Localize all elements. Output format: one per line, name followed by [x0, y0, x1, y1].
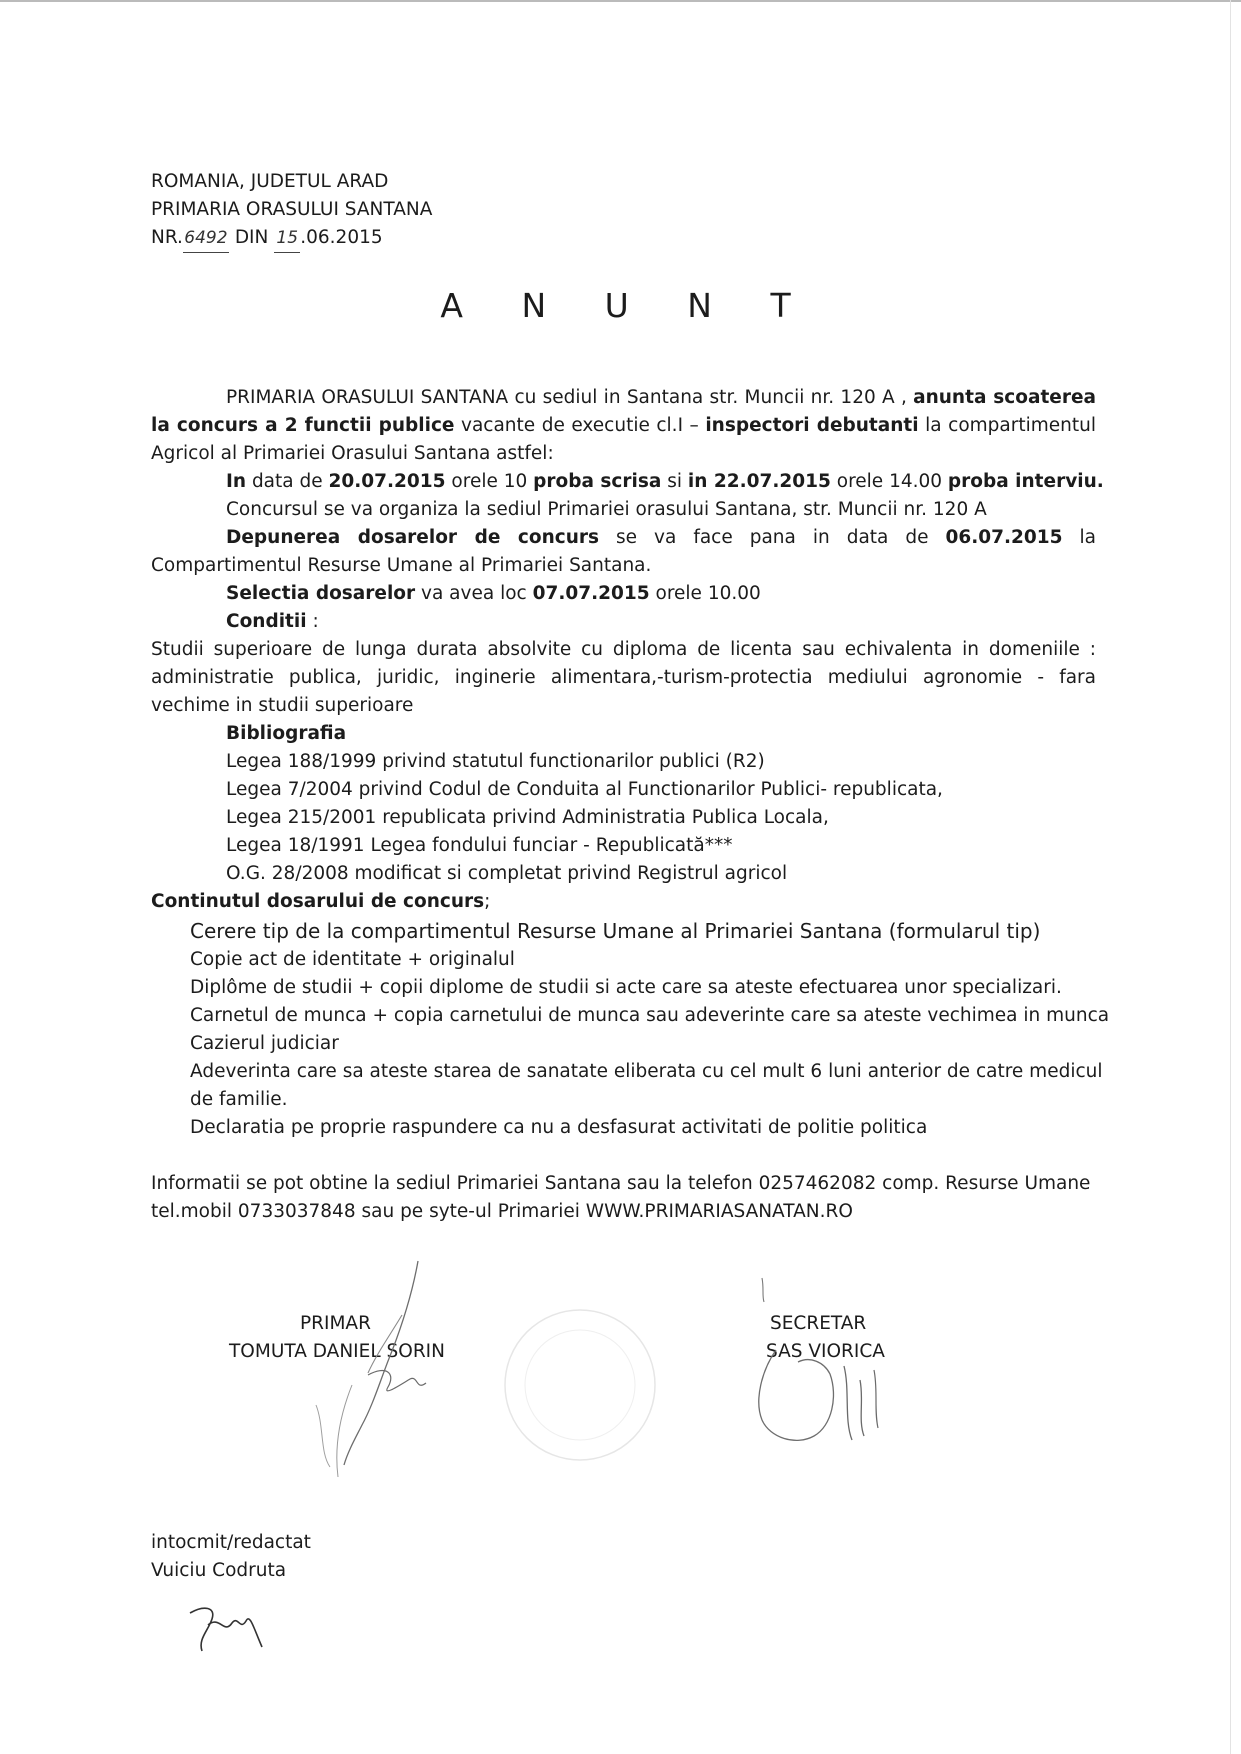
exam-date-1: 20.07.2015 — [328, 471, 446, 492]
selection-date: 07.07.2015 — [532, 583, 650, 604]
intro-text-d: inspectori debutanti — [705, 415, 919, 436]
intro-text-a: PRIMARIA ORASULUI SANTANA cu sediul in Santana str. Muncii nr. 120 A , — [226, 387, 914, 408]
mayor-signature-icon — [290, 1255, 470, 1485]
stamp-icon — [470, 1300, 690, 1470]
din-label: DIN — [234, 227, 269, 248]
selection-rest: orele 10.00 — [649, 583, 761, 604]
footer-line-2: Vuiciu Codruta — [151, 1560, 287, 1581]
deposit-date: 06.07.2015 — [945, 527, 1063, 548]
intro-text-b: anunta scoaterea la concurs a 2 functii publice — [151, 387, 1096, 436]
dossier-item: Diplôme de studii + copii diplome de studii si acte care sa ateste efectuarea unor specializari. — [190, 977, 1062, 998]
conditions-heading — [226, 608, 319, 636]
bibliography-heading: Bibliografia — [226, 723, 347, 744]
info-line-2: tel.mobil 0733037848 sau pe syte-ul Primariei WWW.PRIMARIASANATAN.RO — [151, 1201, 853, 1222]
deposit-rest: la Compartimentul Resurse Umane al Primariei Santana. — [151, 527, 1096, 576]
exam-si: si — [661, 471, 688, 492]
selection-line — [226, 580, 761, 608]
deposit-paragraph — [151, 524, 1096, 580]
dossier-item: Adeverinta care sa ateste starea de sanatate eliberata cu cel mult 6 luni anterior de catre medicul — [190, 1061, 1103, 1082]
scan-top-edge — [0, 0, 1241, 2]
dossier-first-item: Cerere tip de la compartimentul Resurse Umane al Primariei Santana (formularul tip) — [190, 919, 1041, 943]
signature-right-name: SAS VIORICA — [766, 1341, 885, 1362]
header-registration-line — [151, 224, 383, 253]
nr-prefix: NR. — [151, 227, 183, 248]
conditions-heading-suffix: : — [306, 611, 319, 632]
bibliography-item: Legea 7/2004 privind Codul de Conduita al Functionarilor Publici- republicata, — [226, 779, 943, 800]
dossier-item: Declaratia pe proprie raspundere ca nu a desfasurat activitati de politie politica — [190, 1117, 928, 1138]
selection-bold: Selectia dosarelor — [226, 583, 416, 604]
dossier-item: Cazierul judiciar — [190, 1033, 339, 1054]
bibliography-item: Legea 18/1991 Legea fondului funciar - Republicată*** — [226, 835, 733, 856]
din-date-rest: .06.2015 — [300, 227, 383, 248]
signature-left-name: TOMUTA DANIEL SORIN — [229, 1341, 445, 1362]
conditions-text: Studii superioare de lunga durata absolvite cu diploma de licenta sau echivalenta in domeniile : administratie publica, juridic, inginerie alimentara,-turism-protectia mediului agronomie - fara vechime in studii superioare — [151, 639, 1096, 716]
exam-proba-2: proba interviu. — [947, 471, 1104, 492]
intro-text-e: la compartimentul Agricol al Primariei Orasului Santana astfel: — [151, 415, 1096, 464]
dossier-item: Copie act de identitate + originalul — [190, 949, 515, 970]
exam-proba-1: proba scrisa — [533, 471, 662, 492]
exam-orele-1: orele 10 — [445, 471, 534, 492]
signature-right-role: SECRETAR — [770, 1313, 867, 1334]
footer-line-1: intocmit/redactat — [151, 1532, 311, 1553]
exam-in-2: in — [687, 471, 714, 492]
intro-paragraph — [151, 384, 1096, 468]
secretary-signature-icon — [740, 1270, 920, 1470]
bibliography-item: O.G. 28/2008 modificat si completat privind Registrul agricol — [226, 863, 788, 884]
dossier-heading — [151, 888, 490, 916]
exam-data-de: data de — [246, 471, 329, 492]
intro-text-c: vacante de executie cl.I – — [454, 415, 706, 436]
drafter-signature-icon — [180, 1595, 270, 1665]
exam-date-2: 22.07.2015 — [713, 471, 831, 492]
deposit-bold: Depunerea dosarelor de concurs — [226, 527, 600, 548]
dossier-heading-text: Continutul dosarului de concurs — [151, 891, 485, 912]
document-title: A N U N T — [440, 286, 815, 325]
bibliography-item: Legea 215/2001 republicata privind Administratia Publica Locala, — [226, 807, 829, 828]
location-line: Concursul se va organiza la sediul Primariei orasului Santana, str. Muncii nr. 120 A — [226, 499, 987, 520]
deposit-mid: se va face pana in data de — [599, 527, 946, 548]
din-handwritten-day: 15 — [274, 224, 300, 253]
header-line-2: PRIMARIA ORASULUI SANTANA — [151, 199, 433, 220]
exam-orele-2: orele 14.00 — [830, 471, 948, 492]
exam-in-label: In — [226, 471, 247, 492]
conditions-heading-text: Conditii — [226, 611, 307, 632]
exam-dates-line — [226, 468, 1104, 496]
nr-handwritten-value: 6492 — [183, 224, 229, 253]
dossier-heading-suffix: ; — [484, 891, 491, 912]
scan-right-edge — [1230, 0, 1231, 1754]
dossier-item: de familie. — [190, 1089, 288, 1110]
dossier-item: Carnetul de munca + copia carnetului de munca sau adeverinte care sa ateste vechimea in munca — [190, 1005, 1110, 1026]
header-line-1: ROMANIA, JUDETUL ARAD — [151, 171, 389, 192]
info-line-1: Informatii se pot obtine la sediul Primariei Santana sau la telefon 0257462082 comp. Resurse Umane — [151, 1173, 1091, 1194]
signature-left-role: PRIMAR — [300, 1313, 371, 1334]
bibliography-item: Legea 188/1999 privind statutul functionarilor publici (R2) — [226, 751, 765, 772]
selection-mid: va avea loc — [415, 583, 533, 604]
